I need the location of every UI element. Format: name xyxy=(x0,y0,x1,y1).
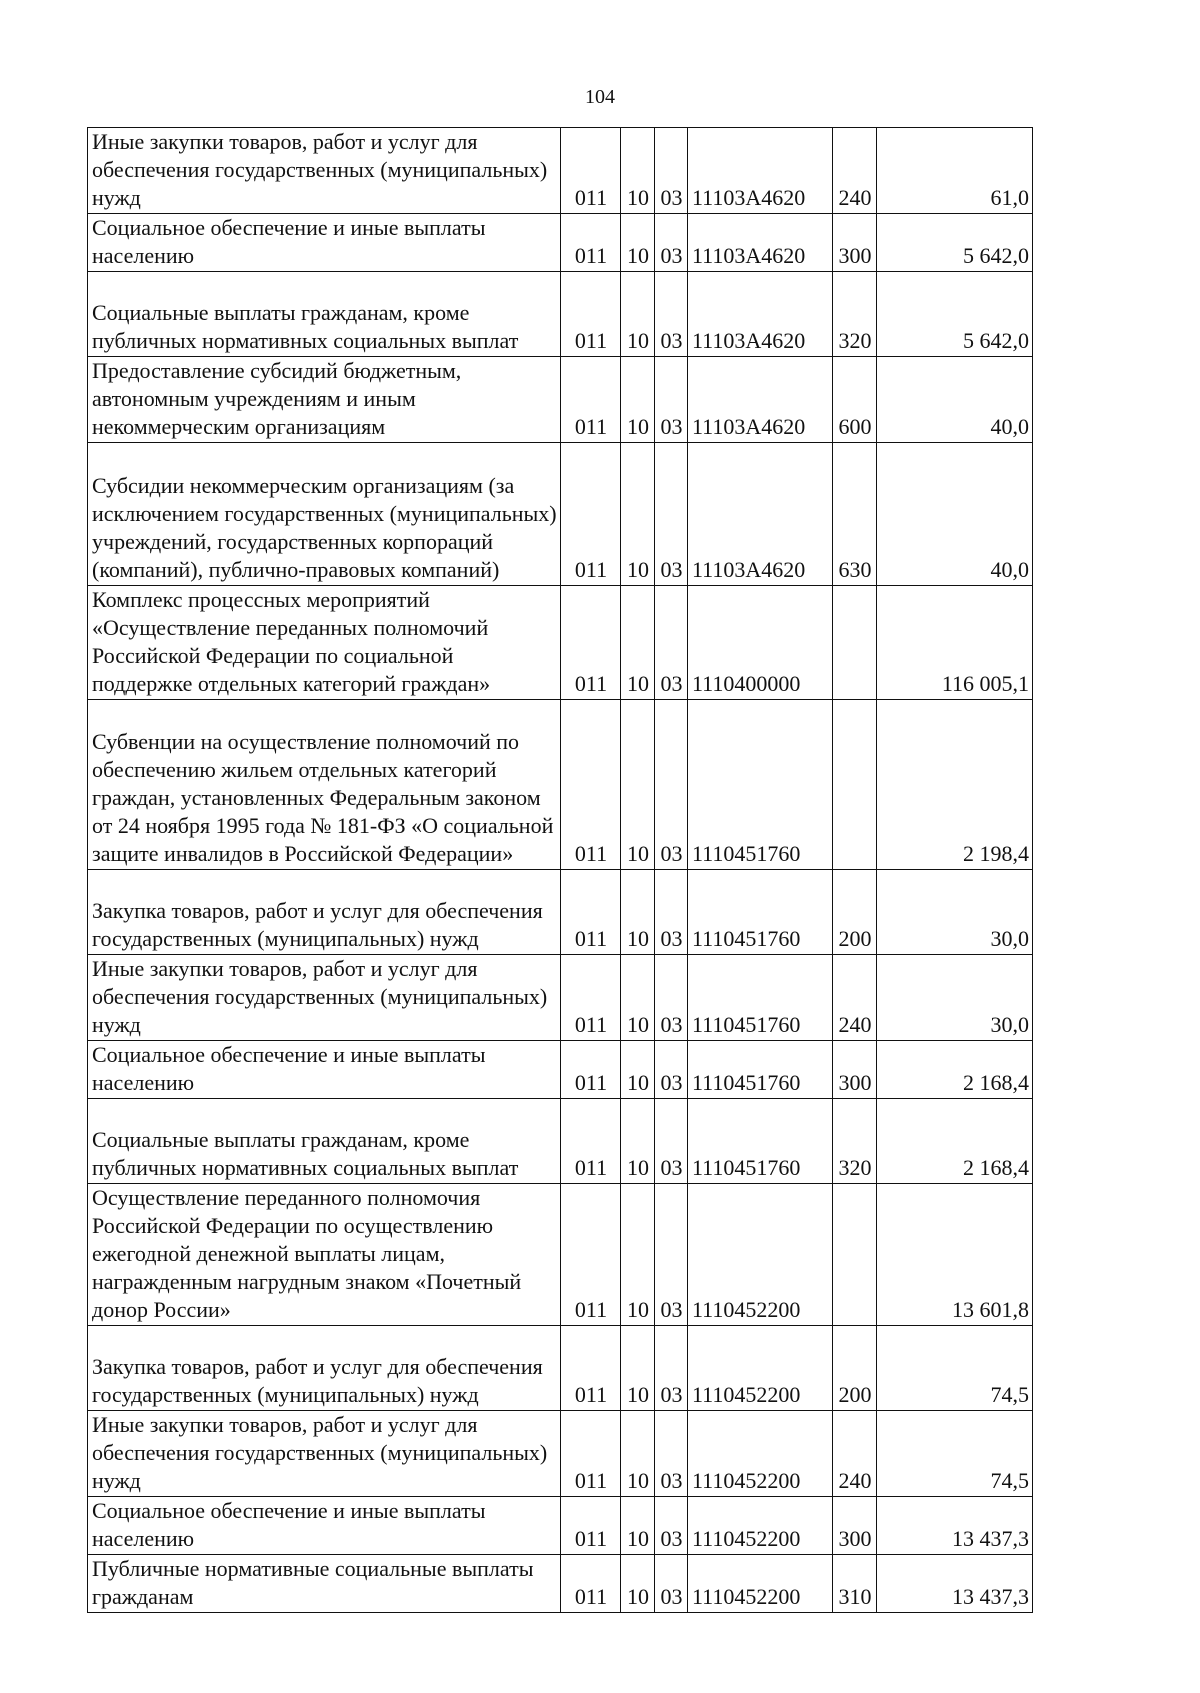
subsection-code-cell: 03 xyxy=(655,443,688,586)
expense-type-cell: 300 xyxy=(833,214,877,272)
table-row xyxy=(88,1326,1033,1411)
target-article-cell: 1110451760 xyxy=(688,700,833,870)
amount-cell: 2 198,4 xyxy=(877,700,1033,870)
table-row xyxy=(88,1411,1033,1497)
target-article-cell: 1110452200 xyxy=(688,1497,833,1555)
target-article-cell: 1110451760 xyxy=(688,1041,833,1099)
row-name-cell: Закупка товаров, работ и услуг для обеспечения государственных (муниципальных) нужд xyxy=(88,1326,561,1411)
subsection-code-cell: 03 xyxy=(655,1099,688,1184)
target-article-cell: 11103А4620 xyxy=(688,357,833,443)
section-code-cell: 10 xyxy=(621,1041,655,1099)
table-row xyxy=(88,1184,1033,1326)
target-article-cell: 11103А4620 xyxy=(688,214,833,272)
ministry-code-cell: 011 xyxy=(561,1497,621,1555)
section-code-cell: 10 xyxy=(621,357,655,443)
table-row xyxy=(88,700,1033,870)
table-row xyxy=(88,214,1033,272)
subsection-code-cell: 03 xyxy=(655,357,688,443)
ministry-code-cell: 011 xyxy=(561,128,621,214)
target-article-cell: 1110400000 xyxy=(688,586,833,700)
ministry-code-cell: 011 xyxy=(561,700,621,870)
row-name-cell: Предоставление субсидий бюджетным, автономным учреждениям и иным некоммерческим организациям xyxy=(88,357,561,443)
row-name-cell: Закупка товаров, работ и услуг для обеспечения государственных (муниципальных) нужд xyxy=(88,870,561,955)
subsection-code-cell: 03 xyxy=(655,586,688,700)
section-code-cell: 10 xyxy=(621,1497,655,1555)
budget-table-body xyxy=(88,128,1033,1613)
expense-type-cell: 200 xyxy=(833,1326,877,1411)
ministry-code-cell: 011 xyxy=(561,357,621,443)
ministry-code-cell: 011 xyxy=(561,1555,621,1613)
ministry-code-cell: 011 xyxy=(561,1184,621,1326)
ministry-code-cell: 011 xyxy=(561,272,621,357)
row-name-cell: Субвенции на осуществление полномочий по обеспечению жильем отдельных категорий граждан, установленных Федеральным законом от 24 ноября 1995 года № 181-ФЗ «О социальной защите инвалидов в Российской Федерации» xyxy=(88,700,561,870)
ministry-code-cell: 011 xyxy=(561,870,621,955)
amount-cell: 30,0 xyxy=(877,870,1033,955)
row-name-cell: Публичные нормативные социальные выплаты гражданам xyxy=(88,1555,561,1613)
row-name-cell: Социальные выплаты гражданам, кроме публичных нормативных социальных выплат xyxy=(88,1099,561,1184)
expense-type-cell xyxy=(833,700,877,870)
expense-type-cell: 240 xyxy=(833,128,877,214)
subsection-code-cell: 03 xyxy=(655,955,688,1041)
amount-cell: 2 168,4 xyxy=(877,1099,1033,1184)
row-name-cell: Иные закупки товаров, работ и услуг для обеспечения государственных (муниципальных) нужд xyxy=(88,1411,561,1497)
target-article-cell: 1110452200 xyxy=(688,1184,833,1326)
ministry-code-cell: 011 xyxy=(561,1326,621,1411)
section-code-cell: 10 xyxy=(621,272,655,357)
row-name-cell: Социальное обеспечение и иные выплаты населению xyxy=(88,1497,561,1555)
subsection-code-cell: 03 xyxy=(655,870,688,955)
row-name-cell: Субсидии некоммерческим организациям (за исключением государственных (муниципальных) учреждений, государственных корпораций (компаний), публично-правовых компаний) xyxy=(88,443,561,586)
subsection-code-cell: 03 xyxy=(655,1184,688,1326)
amount-cell: 74,5 xyxy=(877,1326,1033,1411)
ministry-code-cell: 011 xyxy=(561,1411,621,1497)
target-article-cell: 11103А4620 xyxy=(688,443,833,586)
section-code-cell: 10 xyxy=(621,700,655,870)
section-code-cell: 10 xyxy=(621,1326,655,1411)
amount-cell: 30,0 xyxy=(877,955,1033,1041)
amount-cell: 5 642,0 xyxy=(877,272,1033,357)
target-article-cell: 1110451760 xyxy=(688,870,833,955)
row-name-cell: Иные закупки товаров, работ и услуг для обеспечения государственных (муниципальных) нужд xyxy=(88,955,561,1041)
subsection-code-cell: 03 xyxy=(655,1497,688,1555)
section-code-cell: 10 xyxy=(621,1099,655,1184)
row-name-cell: Социальное обеспечение и иные выплаты населению xyxy=(88,1041,561,1099)
target-article-cell: 11103А4620 xyxy=(688,128,833,214)
subsection-code-cell: 03 xyxy=(655,1326,688,1411)
ministry-code-cell: 011 xyxy=(561,1099,621,1184)
amount-cell: 40,0 xyxy=(877,443,1033,586)
expense-type-cell xyxy=(833,1184,877,1326)
amount-cell: 13 437,3 xyxy=(877,1497,1033,1555)
expense-type-cell: 310 xyxy=(833,1555,877,1613)
expense-type-cell: 300 xyxy=(833,1041,877,1099)
table-row xyxy=(88,586,1033,700)
section-code-cell: 10 xyxy=(621,870,655,955)
ministry-code-cell: 011 xyxy=(561,443,621,586)
expense-type-cell: 320 xyxy=(833,1099,877,1184)
target-article-cell: 1110452200 xyxy=(688,1326,833,1411)
subsection-code-cell: 03 xyxy=(655,1041,688,1099)
subsection-code-cell: 03 xyxy=(655,214,688,272)
subsection-code-cell: 03 xyxy=(655,128,688,214)
section-code-cell: 10 xyxy=(621,586,655,700)
expense-type-cell: 300 xyxy=(833,1497,877,1555)
row-name-cell: Социальное обеспечение и иные выплаты населению xyxy=(88,214,561,272)
ministry-code-cell: 011 xyxy=(561,955,621,1041)
amount-cell: 61,0 xyxy=(877,128,1033,214)
amount-cell: 2 168,4 xyxy=(877,1041,1033,1099)
ministry-code-cell: 011 xyxy=(561,586,621,700)
subsection-code-cell: 03 xyxy=(655,272,688,357)
table-row xyxy=(88,1041,1033,1099)
amount-cell: 116 005,1 xyxy=(877,586,1033,700)
target-article-cell: 1110452200 xyxy=(688,1555,833,1613)
section-code-cell: 10 xyxy=(621,128,655,214)
subsection-code-cell: 03 xyxy=(655,1555,688,1613)
table-row xyxy=(88,443,1033,586)
ministry-code-cell: 011 xyxy=(561,214,621,272)
row-name-cell: Социальные выплаты гражданам, кроме публичных нормативных социальных выплат xyxy=(88,272,561,357)
expense-type-cell: 240 xyxy=(833,955,877,1041)
section-code-cell: 10 xyxy=(621,443,655,586)
target-article-cell: 11103А4620 xyxy=(688,272,833,357)
section-code-cell: 10 xyxy=(621,1411,655,1497)
subsection-code-cell: 03 xyxy=(655,700,688,870)
section-code-cell: 10 xyxy=(621,214,655,272)
row-name-cell: Осуществление переданного полномочия Российской Федерации по осуществлению ежегодной денежной выплаты лицам, награжденным нагрудным знаком «Почетный донор России» xyxy=(88,1184,561,1326)
subsection-code-cell: 03 xyxy=(655,1411,688,1497)
ministry-code-cell: 011 xyxy=(561,1041,621,1099)
expense-type-cell: 200 xyxy=(833,870,877,955)
expense-type-cell: 600 xyxy=(833,357,877,443)
target-article-cell: 1110451760 xyxy=(688,955,833,1041)
budget-table xyxy=(87,127,1033,1613)
target-article-cell: 1110452200 xyxy=(688,1411,833,1497)
section-code-cell: 10 xyxy=(621,955,655,1041)
table-row xyxy=(88,272,1033,357)
expense-type-cell: 240 xyxy=(833,1411,877,1497)
section-code-cell: 10 xyxy=(621,1184,655,1326)
amount-cell: 74,5 xyxy=(877,1411,1033,1497)
section-code-cell: 10 xyxy=(621,1555,655,1613)
expense-type-cell: 630 xyxy=(833,443,877,586)
row-name-cell: Комплекс процессных мероприятий «Осуществление переданных полномочий Российской Федерации по социальной поддержке отдельных категорий граждан» xyxy=(88,586,561,700)
expense-type-cell: 320 xyxy=(833,272,877,357)
amount-cell: 40,0 xyxy=(877,357,1033,443)
table-row xyxy=(88,357,1033,443)
table-row xyxy=(88,870,1033,955)
amount-cell: 5 642,0 xyxy=(877,214,1033,272)
row-name-cell: Иные закупки товаров, работ и услуг для обеспечения государственных (муниципальных) нужд xyxy=(88,128,561,214)
page-number: 104 xyxy=(585,86,615,108)
amount-cell: 13 437,3 xyxy=(877,1555,1033,1613)
target-article-cell: 1110451760 xyxy=(688,1099,833,1184)
table-row xyxy=(88,1555,1033,1613)
expense-type-cell xyxy=(833,586,877,700)
table-row xyxy=(88,128,1033,214)
table-row xyxy=(88,955,1033,1041)
table-row xyxy=(88,1497,1033,1555)
table-row xyxy=(88,1099,1033,1184)
amount-cell: 13 601,8 xyxy=(877,1184,1033,1326)
